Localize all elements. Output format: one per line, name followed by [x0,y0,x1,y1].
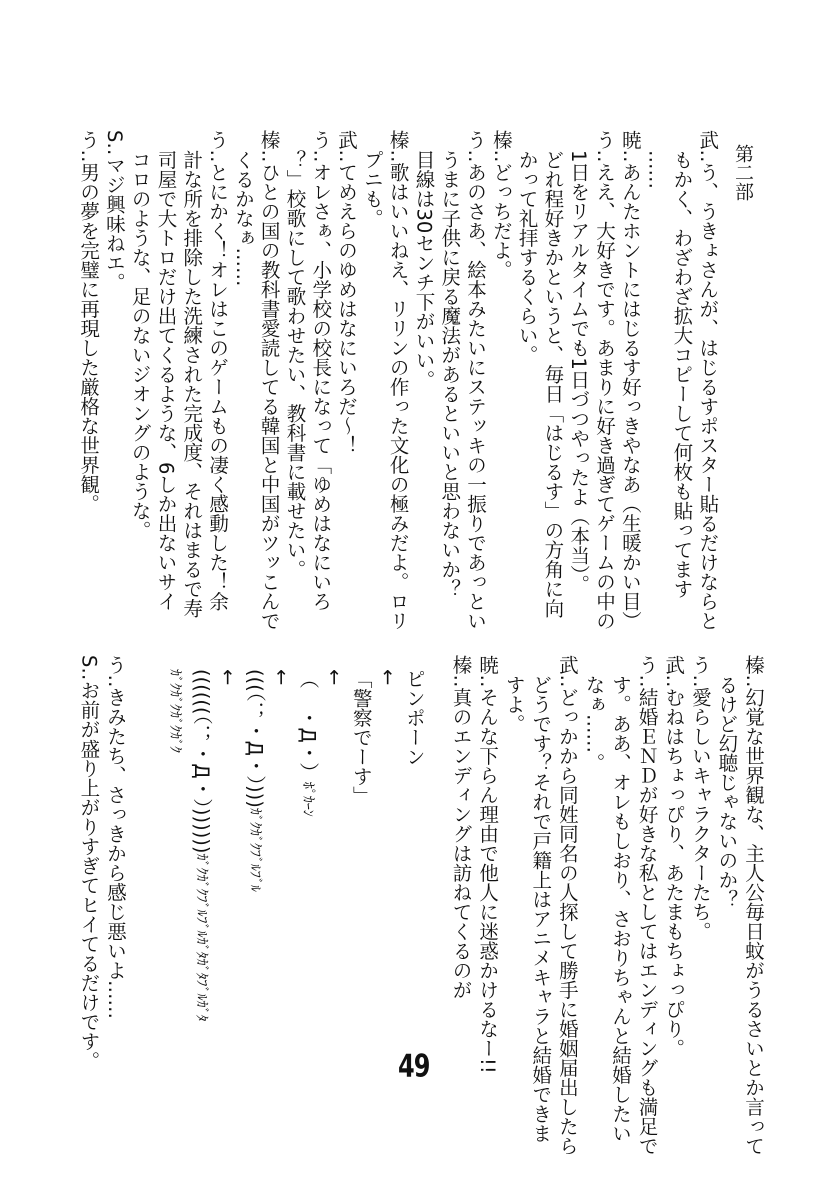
dialogue-line [473,655,500,1125]
line-text: 計な所を排除した洗練された完成度、それはまるで寿 [180,150,204,619]
line-text: ← [323,668,347,685]
line-text: もかく、わざわざ拡大コピーして何枚も貼ってます [670,150,694,599]
speaker-separator: ‥ [688,674,712,688]
line-text: 男の夢を完璧に再現した厳格な世界観。 [77,162,101,514]
dialogue-line [333,130,359,630]
dialogue-continuation [643,130,669,630]
line-text: …… [644,150,668,190]
speaker-separator: ‥ [555,674,579,688]
dialogue-continuation [500,655,527,1125]
dialogue-line [591,130,617,630]
speaker-separator: ‥ [464,149,488,163]
speaker-separator: ‥ [77,667,101,681]
sound-effect-line [188,655,215,1125]
dialogue-line [385,130,411,630]
line-text: すよ。 [502,675,526,734]
sound-effect-line [321,655,348,1125]
dialogue-line [101,130,127,630]
sound-effect-line [347,655,374,1125]
speaker-separator: ‥ [77,149,101,163]
line-text: ← [269,668,293,685]
speaker-name: 武 [555,655,579,675]
dialogue-line [447,655,474,1125]
speaker-name: S [102,130,126,143]
speaker-separator: ‥ [309,149,333,163]
line-text: どれ程好きかというと、毎日「はじるす」の方角に向 [541,150,565,619]
line-text: ← [376,668,400,685]
speaker-name: う [77,130,101,150]
dialogue-continuation [282,130,308,630]
sound-effect-text: ｶﾞｸｶﾞｸｶﾞｸｶﾞｸ [166,668,183,753]
speaker-name: う [635,655,659,675]
line-text: マジ興味ねエ。 [102,155,126,292]
speaker-name: う [103,655,127,675]
line-text: むねはちょっぴり、あたまもちょっぴり。 [662,687,686,1059]
speaker-name: う [593,130,617,150]
line-text: かって礼拝するくらい。 [515,150,539,365]
line-text: （ ・Д・） [296,668,320,782]
speaker-name: 武 [696,130,720,150]
column-gap [128,655,161,1125]
column-gap [427,655,447,1125]
speaker-name: 榛 [449,655,473,675]
line-text: くるかなぁ…… [231,150,255,287]
sound-effect-line [294,655,321,1125]
speaker-separator: ‥ [102,142,126,156]
line-text: ？」校歌にして歌わせたい、教科書に載せたい。 [283,150,307,580]
dialogue-continuation [669,130,695,630]
line-text: どっちだよ。 [489,162,513,280]
line-text: るけど幻聴じゃないのか？ [715,675,739,910]
dialogue-line [739,655,766,1156]
line-text: どっかから同姓同名の人探して勝手に婚姻届出したら [555,687,579,1156]
sound-effect-line [241,655,268,1125]
line-text: 「警察でーす」 [349,668,373,806]
dialogue-continuation [436,130,462,630]
line-text: あのさあ、絵本みたいにステッキの一振りであっとい [464,162,488,631]
dialogue-line [686,655,713,1125]
speaker-separator: ‥ [696,149,720,163]
speaker-name: 榛 [386,130,410,150]
sound-effect-line [267,655,294,1125]
dialogue-continuation [540,130,566,630]
dialogue-continuation [359,130,385,630]
line-text: 真のエンディングは訪ねてくるのが [449,687,473,1000]
line-text: てめえらのゆめはなにいろだ～！ [335,162,359,456]
speaker-separator: ‥ [662,674,686,688]
page-number: 49 [398,1047,430,1085]
dialogue-line [694,130,720,630]
speaker-separator: ‥ [742,674,765,688]
line-text: なぁ……。 [582,675,606,773]
dialogue-line [660,655,687,1125]
line-text: 目線は30センチ下がいい。 [412,150,436,390]
dialogue-continuation [713,655,740,1125]
dialogue-line [75,655,102,1125]
speaker-separator: ‥ [489,149,513,163]
speaker-name: う [688,655,712,675]
line-text: どうです？それで戸籍上はアニメキャラと結婚できま [529,675,553,1144]
dialogue-continuation [178,130,204,630]
line-text: う、うきょさんが、はじるすポスター貼るだけならと [696,162,720,631]
line-text: 幻覚な世界観な、主人公毎日蚊がうるさいとか言って [742,687,765,1156]
dialogue-section-top [75,130,755,630]
line-text: プニも。 [360,150,384,229]
dialogue-line [462,130,488,630]
line-text: とにかく！オレはこのゲームもの凄く感動した！余 [206,162,230,612]
line-text: そんな下らん理由で他人に迷惑かけるなー!! [476,687,500,1074]
speaker-name: 榛 [489,130,513,150]
dialogue-line [101,655,128,1125]
sound-effect-line [214,655,241,1125]
line-text: (((（；・Д・）))) [243,668,267,808]
speaker-separator: ‥ [476,674,500,688]
line-text: 歌はいいねえ、リリンの作った文化の極みだよ。ロリ [386,162,410,631]
sound-effect-text: ﾎﾟｶｰﾝ [299,781,316,817]
line-text: す。ああ、オレもしおり、さおりちゃんと結婚したい [609,675,633,1144]
dialogue-line [617,130,643,630]
speaker-name: う [206,130,230,150]
line-text: 結婚ＥＮＤが好きな私としてはエンディングも満足で [635,687,659,1156]
dialogue-continuation [153,130,179,630]
speaker-name: 榛 [742,655,765,675]
dialogue-line [307,130,333,630]
dialogue-continuation [565,130,591,630]
speaker-separator: ‥ [257,149,281,163]
speaker-name: 榛 [257,130,281,150]
line-text: 愛らしいキャラクターたち。 [688,687,712,942]
dialogue-continuation [127,130,153,630]
sound-effect-text: ｶﾞｸｶﾞｸﾌﾞﾙﾌﾞﾙｶﾞﾀｶﾞﾀﾌﾞﾙｶﾞﾀ [193,853,210,1022]
dialogue-line [488,130,514,630]
line-text: ひとの国の教科書愛読してる韓国と中国がツッこんで [257,162,281,631]
line-text: ピンポーン [402,668,426,767]
line-text: きみたち、さっきから感じ悪いよ…… [103,687,127,1020]
speaker-name: 武 [662,655,686,675]
speaker-separator: ‥ [593,149,617,163]
sound-effect-line [161,655,188,1125]
line-text: ええ、大好きです。あまりに好き過ぎてゲームの中の [593,162,617,631]
dialogue-continuation [606,655,633,1144]
sound-effect-line [374,655,401,1125]
speaker-separator: ‥ [635,674,659,688]
speaker-name: う [309,130,333,150]
sound-effect-text: ｶﾞｸｶﾞｸﾌﾞﾙﾌﾞﾙ [246,807,263,892]
section-heading: 第二部 [732,144,754,201]
line-text: ← [216,668,240,685]
dialogue-line [75,130,101,630]
line-text: 1日をリアルタイムでも1日づつやったよ（本当）。 [567,150,591,595]
dialogue-line [204,130,230,630]
dialogue-line [553,655,580,1156]
dialogue-continuation [527,655,554,1144]
line-text: 司屋で大トロだけ出てくるような、6しか出ないサイ [154,150,178,612]
dialogue-line [633,655,660,1156]
speaker-name: う [464,130,488,150]
dialogue-continuation [411,130,437,630]
speaker-separator: ‥ [618,149,642,163]
speaker-separator: ‥ [206,149,230,163]
speaker-name: 暁 [476,655,500,675]
speaker-name: 武 [335,130,359,150]
dialogue-continuation [580,655,607,1125]
speaker-name: S [77,655,101,668]
line-text: お前が盛り上がりすぎてヒイてるだけです。 [77,680,101,1071]
speaker-separator: ‥ [335,149,359,163]
line-text: オレさぁ、小学校の校長になって「ゆめはなにいろ [309,162,333,612]
speaker-separator: ‥ [103,674,127,688]
line-text: あんたホントにはじるす好っきやなあ（生暖かい目） [618,162,642,631]
speaker-separator: ‥ [449,674,473,688]
line-text: コロのような、足のないジオングのような。 [128,150,152,541]
dialogue-continuation [514,130,540,630]
dialogue-continuation [230,130,256,630]
line-text: ((((((（；・Д・）)))))) [190,668,214,854]
line-text: うまに子供に戻る魔法があるといいと思わないか？ [438,150,462,599]
dialogue-line [256,130,282,630]
speaker-name: 暁 [618,130,642,150]
speaker-separator: ‥ [386,149,410,163]
